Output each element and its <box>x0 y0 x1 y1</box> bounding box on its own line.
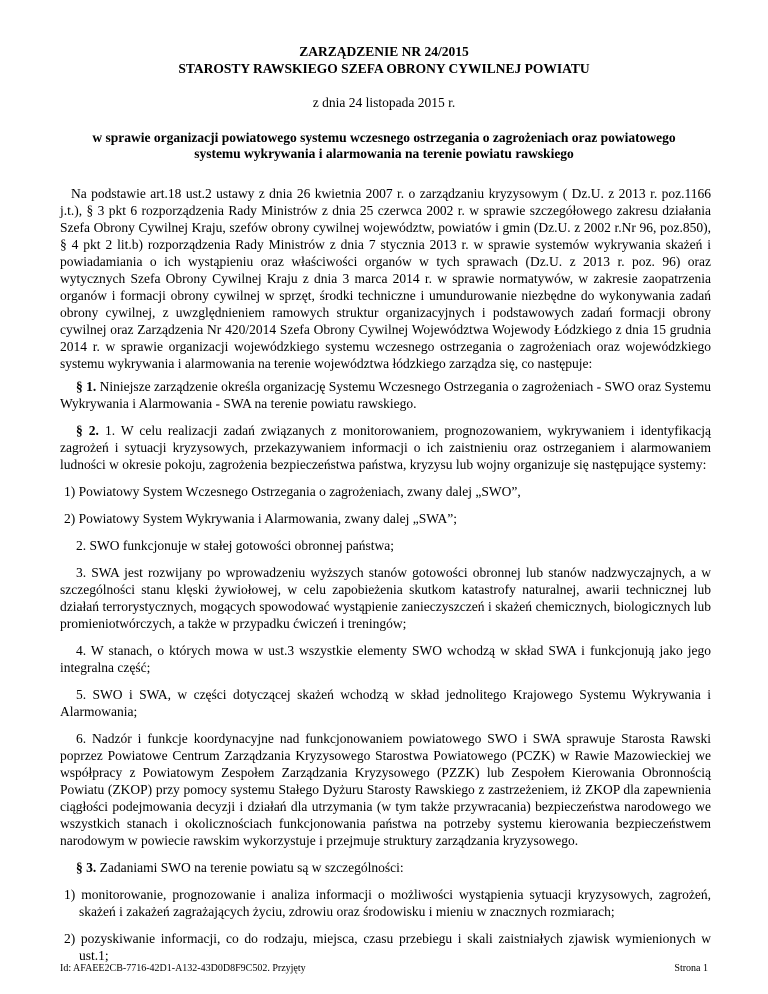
section-2-point-5: 5. SWO i SWA, w części dotyczącej skażeń wchodzą w skład jednolitego Krajowego Systemu Wykrywania i Alarmowania; <box>60 687 711 719</box>
section-2-item-1: 1) Powiatowy System Wczesnego Ostrzegania o zagrożeniach, zwany dalej „SWO”, <box>64 484 521 499</box>
document-title-line1: ZARZĄDZENIE NR 24/2015 <box>299 44 469 59</box>
section-3-paragraph <box>60 859 711 876</box>
section-2-item-2: 2) Powiatowy System Wykrywania i Alarmowania, zwany dalej „SWA”; <box>64 511 457 526</box>
document-subject: w sprawie organizacji powiatowego systemu wczesnego ostrzegania o zagrożeniach oraz powiatowego systemu wykrywania i alarmowania na terenie powiatu rawskiego <box>92 130 676 161</box>
section-3-label: § 3. <box>76 860 97 875</box>
section-2-text: 1. W celu realizacji zadań związanych z monitorowaniem, prognozowaniem, wykrywaniem i identyfikacją zagrożeń i sytuacji kryzysowych, przekazywaniem informacji o ich zaistnieniu oraz ostrzeganiem i alarmowaniem ludności w okresie pokoju, zagrożenia bezpieczeństwa państwa, kryzysu lub wojny organizuje się następujące systemy: <box>60 423 712 472</box>
footer-document-id: Id: AFAEE2CB-7716-42D1-A132-43D0D8F9C502. Przyjęty <box>60 963 306 974</box>
section-3-text: Zadaniami SWO na terenie powiatu są w szczególności: <box>96 860 404 875</box>
section-3-item-2: 2) pozyskiwanie informacji, co do rodzaju, miejsca, czasu przebiegu i skali zaistniałych zjawisk wymienionych w ust.1; <box>64 931 711 963</box>
section-1-text: Niniejsze zarządzenie określa organizację Systemu Wczesnego Ostrzegania o zagrożeniach - SWO oraz Systemu Wykrywania i Alarmowania - SWA na terenie powiatu rawskiego. <box>60 379 711 411</box>
section-2-label: § 2. <box>76 423 99 438</box>
document-title-line2: STAROSTY RAWSKIEGO SZEFA OBRONY CYWILNEJ POWIATU <box>178 61 590 76</box>
section-2-point-2: 2. SWO funkcjonuje w stałej gotowości obronnej państwa; <box>76 538 394 553</box>
section-2-point-4: 4. W stanach, o których mowa w ust.3 wszystkie elementy SWO wchodzą w skład SWA i funkcjonują jako jego integralna część; <box>60 643 711 675</box>
document-date: z dnia 24 listopada 2015 r. <box>312 95 456 110</box>
section-2-point-3: 3. SWA jest rozwijany po wprowadzeniu wyższych stanów gotowości obronnej lub stanów nadzwyczajnych, a w szczególności stanu klęski żywiołowej, w celu zapobieżenia skutkom katastrofy naturalnej, awarii technicznej lub działań terrorystycznych, mogących spowodować wystąpienie zanieczyszczeń i skażeń chemicznych, biologicznych lub promieniotwórczych, a także w przypadku ćwiczeń i treningów; <box>60 565 711 631</box>
section-3-item-1: 1) monitorowanie, prognozowanie i analiza informacji o możliwości wystąpienia sytuacji kryzysowych, zagrożeń, skażeń i zakażeń zagrażających życiu, zdrowiu oraz środowisku i mieniu w znacznych rozmiarach; <box>64 887 711 919</box>
preamble-paragraph: Na podstawie art.18 ust.2 ustawy z dnia 26 kwietnia 2007 r. o zarządzaniu kryzysowym ( Dz.U. z 2013 r. poz.1166 j.t.), § 3 pkt 6 rozporządzenia Rady Ministrów z dnia 25 czerwca 2002 r. w sprawie szczegółowego zakresu działania Szefa Obrony Cywilnej Kraju, szefów obrony cywilnej województw, powiatów i gmin (Dz.U. z 2002 r.Nr 96, poz.850), § 4 pkt 2 lit.b) rozporządzenia Rady Ministrów z dnia 7 stycznia 2013 r. w sprawie systemów wykrywania skażeń i powiadamiania o ich wystąpieniu oraz właściwości organów w tych sprawach (Dz.U. z 2013 r. poz. 96) oraz wytycznych Szefa Obrony Cywilnej Kraju z dnia 3 marca 2014 r. w sprawie normatywów, w zakresie zaopatrzenia organów i formacji obrony cywilnej w sprzęt, środki techniczne i umundurowanie niezbędne do wykonywania zadań obrony cywilnej, z uwzględnieniem ramowych struktur organizacyjnych i podstawowych zadań formacji obrony cywilnej oraz Zarządzenia Nr 420/2014 Szefa Obrony Cywilnej Województwa Wojewody Łódzkiego z dnia 15 grudnia 2014 r. w sprawie organizacji wojewódzkiego systemu wczesnego ostrzegania o zagrożeniach oraz wojewódzkiego systemu wykrywania i alarmowania na terenie województwa łódzkiego zarządza się, co następuje: <box>60 186 711 371</box>
section-2-point-6: 6. Nadzór i funkcje koordynacyjne nad funkcjonowaniem powiatowego SWO i SWA sprawuje Starosta Rawski poprzez Powiatowe Centrum Zarządzania Kryzysowego Starostwa Powiatowego (PCZK) w Rawie Mazowieckiej we współpracy z Powiatowym Zespołem Zarządzania Kryzysowego (PZZK) lub Zespołem Kierowania Obronnością Powiatu (ZKOP) przy pomocy systemu Stałego Dyżuru Starosty Rawskiego z zastrzeżeniem, iż ZKOP dla zapewnienia ciągłości podejmowania decyzji i działań dla utrzymania (w tym także przywracania) bezpieczeństwa narodowego we wszystkich stanach i okolicznościach funkcjonowania państwa na potrzeby systemu kierowania bezpieczeństwem narodowym w powiecie rawskim wykorzystuje i przejmuje struktury zarządzania kryzysowego. <box>60 731 711 848</box>
section-2-paragraph <box>60 422 711 473</box>
footer-page-number: Strona 1 <box>674 963 708 974</box>
section-1-label: § 1. <box>76 379 97 394</box>
section-1-paragraph <box>60 378 711 412</box>
document-body <box>60 185 711 974</box>
